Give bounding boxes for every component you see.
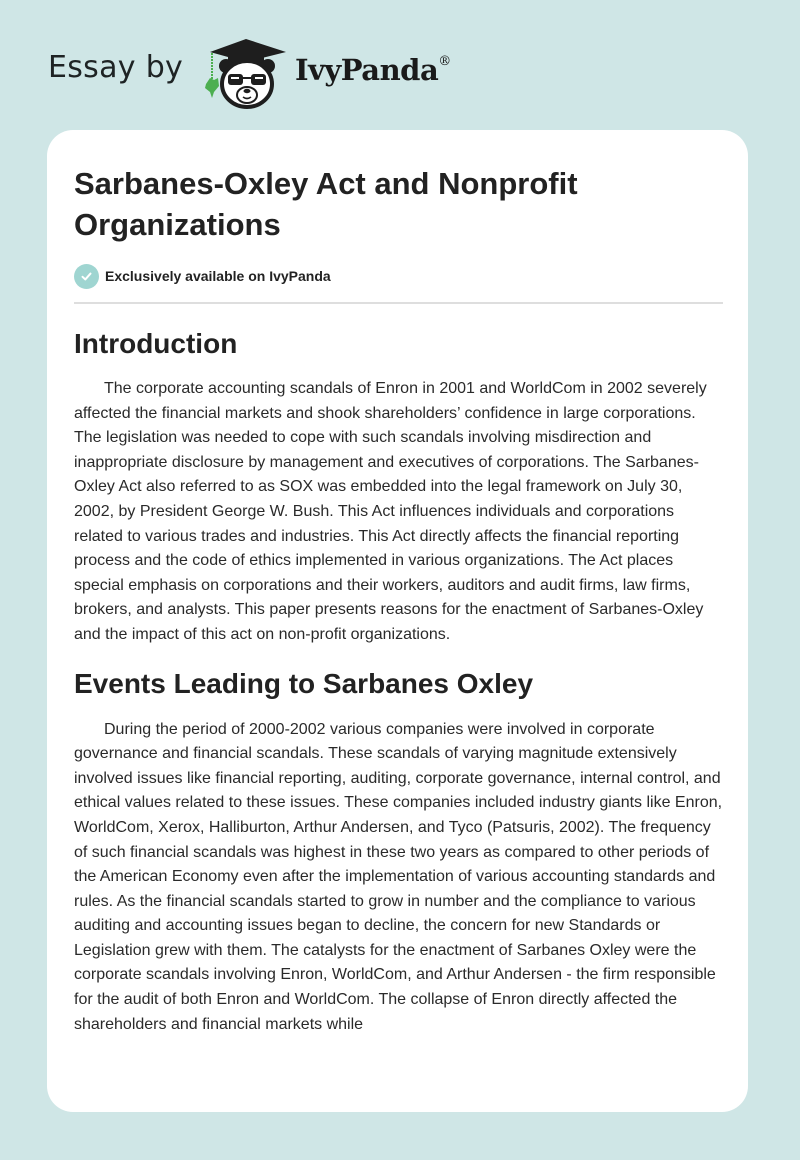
paragraph: The corporate accounting scandals of Enron in 2001 and WorldCom in 2002 severely affected the financial markets and shook shareholders’ confidence in large corporations. The legislation was needed to cope with such scandals involving misdirection and inappropriate disclosure by management and executives of corporations. The Sarbanes-Oxley Act also referred to as SOX was embedded into the legal framework on July 30, 2002, by President George W. Bush. This Act influences individuals and corporations related to various trades and industries. This Act directly affects the financial reporting process and the code of ethics implemented in various organizations. The Act places special emphasis on corporations and their workers, auditors and audit firms, law firms, brokers, and analysts. This paper presents reasons for the enactment of Sarbanes-Oxley and the impact of this act on non-profit organizations.: [74, 380, 707, 643]
essay-by-label: Essay by: [48, 50, 184, 85]
essay-card: [47, 130, 748, 1112]
divider: [74, 302, 723, 304]
section-heading: Events Leading to Sarbanes Oxley: [74, 667, 534, 699]
brand-name[interactable]: IvyPanda®: [295, 53, 451, 87]
section-heading: Introduction: [74, 328, 238, 359]
exclusive-badge: [74, 263, 331, 289]
essay-title: Sarbanes-Oxley Act and Nonprofit Organizations: [74, 166, 578, 242]
check-circle-icon: [74, 264, 99, 289]
panda-graduate-logo-icon[interactable]: [200, 36, 292, 110]
exclusive-badge-text: Exclusively available on IvyPanda: [105, 268, 331, 284]
registered-mark: ®: [438, 54, 451, 70]
paragraph: During the period of 2000-2002 various companies were involved in corporate governance and financial scandals. These scandals of varying magnitude extensively involved issues like financial reporting, auditing, corporate governance, internal control, and ethical values related to these issues. These companies included industry giants like Enron, WorldCom, Xerox, Halliburton, Arthur Andersen, and Tyco (Patsuris, 2002). The frequency of such financial scandals was highest in these two years as compared to other periods of the American Economy even after the implementation of various accounting standards and rules. As the financial scandals started to grow in number and the compliance to various auditing and accounting issues began to decline, the concern for new Standards or Legislation grew with them. The catalysts for the enactment of Sarbanes Oxley were the corporate scandals involving Enron, WorldCom, and Arthur Andersen - the firm responsible for the audit of both Enron and WorldCom. The collapse of Enron directly affected the shareholders and financial markets while: [74, 720, 723, 1033]
section-events: [74, 665, 724, 1038]
section-introduction: [74, 325, 724, 648]
site-header: [0, 0, 800, 130]
essay-body: [74, 325, 724, 1037]
